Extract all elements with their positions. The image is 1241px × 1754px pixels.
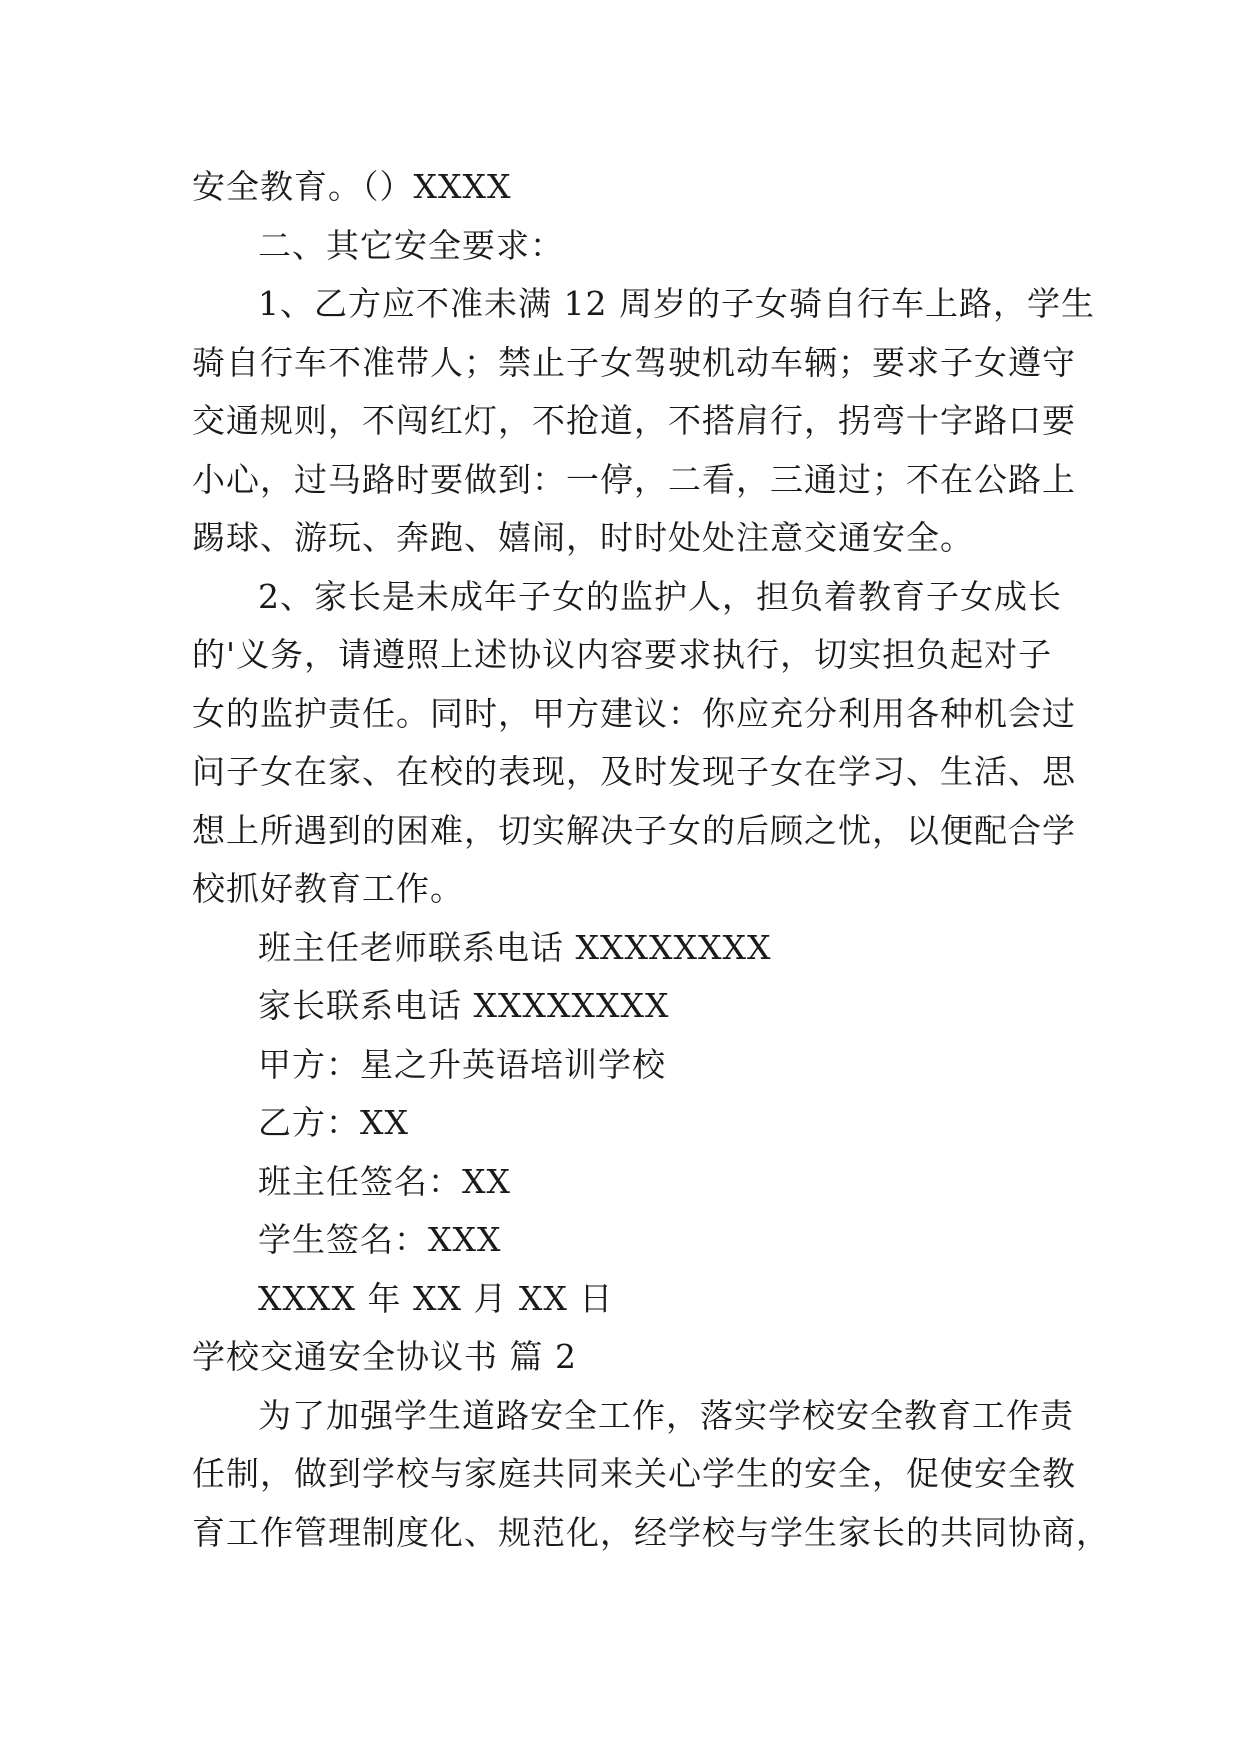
text-line: 2、家长是未成年子女的监护人，担负着教育子女成长 bbox=[258, 576, 1062, 616]
date-line: XXXX 年 XX 月 XX 日 bbox=[258, 1278, 614, 1318]
student-signature-line: 学生签名：XXX bbox=[258, 1220, 502, 1259]
text-line: 踢球、游玩、奔跑、嬉闹，时时处处注意交通安全。 bbox=[192, 518, 974, 557]
text-line: 骑自行车不准带人；禁止子女驾驶机动车辆；要求子女遵守 bbox=[192, 342, 1076, 382]
text-line: 交通规则，不闯红灯，不抢道，不搭肩行，拐弯十字路口要 bbox=[192, 401, 1076, 440]
text-line: 安全教育。（）XXXX bbox=[192, 167, 512, 206]
parent-phone-line: 家长联系电话 XXXXXXXX bbox=[258, 986, 670, 1025]
text-line: 想上所遇到的困难，切实解决子女的后顾之忧，以便配合学 bbox=[192, 810, 1076, 850]
party-b-line: 乙方：XX bbox=[258, 1103, 409, 1142]
text-line: 1、乙方应不准未满 12 周岁的子女骑自行车上路，学生 bbox=[258, 284, 1095, 323]
text-line: 校抓好教育工作。 bbox=[192, 869, 464, 908]
text-line: 的'义务，请遵照上述协议内容要求执行，切实担负起对子 bbox=[192, 635, 1053, 674]
text-line: 女的监护责任。同时，甲方建议：你应充分利用各种机会过 bbox=[192, 693, 1076, 733]
text-line: 任制，做到学校与家庭共同来关心学生的安全，促使安全教 bbox=[192, 1454, 1076, 1493]
document-page bbox=[192, 158, 1110, 1562]
text-line: 为了加强学生道路安全工作，落实学校安全教育工作责 bbox=[258, 1395, 1074, 1435]
party-a-line: 甲方：星之升英语培训学校 bbox=[258, 1044, 666, 1084]
text-line: 小心，过马路时要做到：一停，二看，三通过；不在公路上 bbox=[192, 459, 1076, 499]
section-heading: 二、其它安全要求： bbox=[258, 225, 564, 265]
text-line: 育工作管理制度化、规范化，经学校与学生家长的共同协商， bbox=[192, 1512, 1110, 1552]
document-title: 学校交通安全协议书 篇 2 bbox=[192, 1337, 577, 1376]
teacher-phone-line: 班主任老师联系电话 XXXXXXXX bbox=[258, 927, 772, 967]
teacher-signature-line: 班主任签名：XX bbox=[258, 1161, 511, 1201]
text-line: 问子女在家、在校的表现，及时发现子女在学习、生活、思 bbox=[192, 752, 1076, 791]
